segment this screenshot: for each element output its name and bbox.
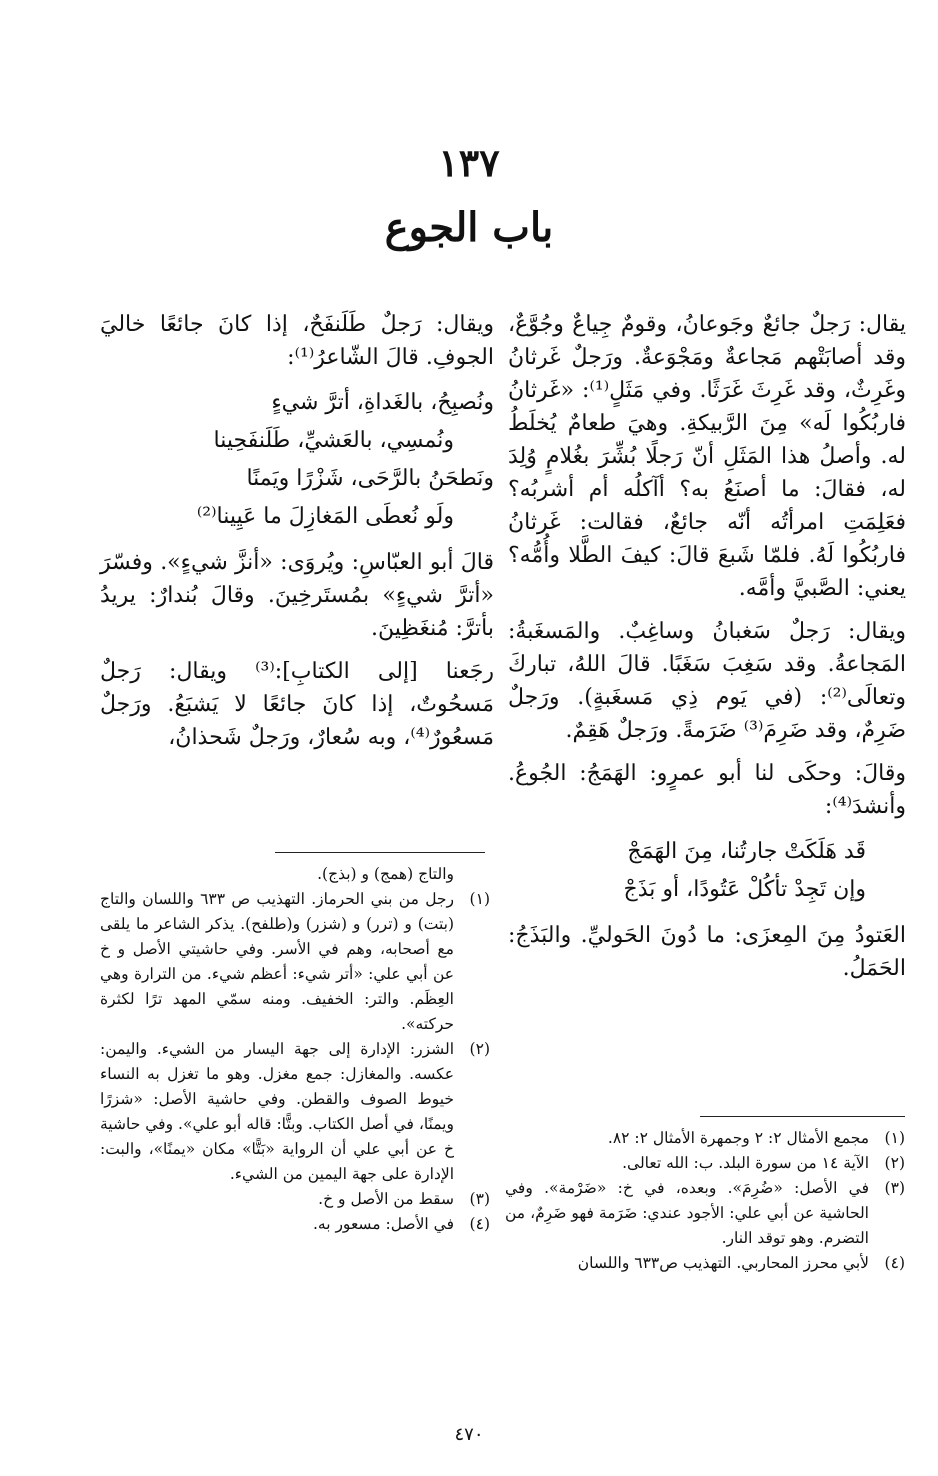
- verse-line: ونُمسِي، بالعَشيِّ، طَلَنفَحِينا: [213, 428, 454, 453]
- paragraph: ويقال: رَجلٌ طَلَنفَحٌ، إذا كانَ جائعًا خاليَ الجوفِ. قالَ الشّاعرُ⁽¹⁾:: [100, 312, 494, 370]
- footnote-text: في الأصل: «ضُرِمَ». وبعده، في خ: «ضَرْمة». وفي الحاشية عن أبي علي: الأجود عندي: ضَرَمة فهو ضَرِمٌ، من التضرم. وهو توقد النار.: [505, 1179, 869, 1247]
- poem-verse: [100, 384, 494, 536]
- footnote-text: الشزر: الإدارة إلى جهة اليسار من الشيء. واليمن: عكسه. والمغازل: جمع مغزل. وهو ما تغزل به النساء خيوط الصوف والقطن. وفي حاشية الأصل: «شزرًا ويمنًا، في أصل الكتاب. وبتًّا: قاله أبو علي». وفي حاشية خ عن أبي علي أن الرواية «بَتًّا» مكان «يمنًا»، والبت: الإدارة على جهة اليمين من الشيء.: [100, 1040, 454, 1183]
- paragraph: وقالَ: وحكَى لنا أبو عمرٍو: الهَمَجُ: الجُوعُ. وأنشدَ⁽⁴⁾:: [508, 761, 906, 819]
- footnote-marker: (١): [469, 890, 490, 908]
- footnote: [100, 1212, 490, 1237]
- paragraph: العَتودُ مِنَ المِعزَى: ما دُونَ الحَوليِّ. والبَذَجُ: الحَمَلُ.: [508, 923, 906, 981]
- footnote-marker: (٣): [469, 1190, 490, 1208]
- footnote: [100, 1187, 490, 1212]
- footnote-continuation: والتاج (همج) و (بذج).: [317, 865, 454, 883]
- footnote-marker: (٢): [469, 1040, 490, 1058]
- footnote-marker: (١): [884, 1129, 905, 1147]
- footnotes-left: [100, 862, 490, 1237]
- footnote-text: في الأصل: مسعور به.: [312, 1215, 454, 1233]
- footnote: [100, 887, 490, 1037]
- footnote: [100, 1037, 490, 1187]
- left-column: [100, 308, 494, 764]
- footnote-marker: (٣): [884, 1179, 905, 1197]
- verse-line: قَد هَلَكَتْ جارتُنا، مِنَ الهَمَجْ: [627, 839, 866, 864]
- chapter-number: ١٣٧: [438, 140, 500, 185]
- verse-line: ونُصبِحُ، بالغَداةِ، أترَّ شيءٍ: [271, 390, 494, 415]
- footnote-text: سقط من الأصل و خ.: [318, 1190, 454, 1208]
- footnote: [505, 1251, 905, 1276]
- footnote-text: رجل من بني الحرماز. التهذيب ص ٦٣٣ واللسان والتاج (بتت) و (ترر) و (شزر) و(طلفح). يذكر الشاعر ما يلقى مع أصحابه، وهم في الأسر. وفي حاشيتي الأصل و خ عن أبي علي: «أتر شيء: أعظم شيء. من الترارة وهي العِظَم. والتر: الخفيف. ومنه سمّي المهد ترًا لكثرة حركته».: [100, 890, 454, 1033]
- paragraph: ويقال: رَجلٌ سَغبانُ وساغِبٌ. والمَسغَبةُ: المَجاعةُ. وقد سَغِبَ سَغَبًا. قالَ اللهُ، تباركَ وتعالَى⁽²⁾: (في يَوم ذِي مَسغَبةٍ). ورَجلٌ ضَرِمٌ، وقد ضَرِمَ⁽³⁾ ضَرَمةً. ورَجلٌ هَقِمٌ.: [508, 619, 906, 743]
- verse-line: ولَو نُعطَى المَغازِلَ ما عَيِينا⁽²⁾: [196, 504, 454, 529]
- verse-line: وإن تَجِدْ تأكُلْ عَتُودًا، أو بَذَجْ: [623, 877, 866, 902]
- footnote-marker: (٤): [469, 1215, 490, 1233]
- paragraph: رجَعنا [إلى الكتابِ]:⁽³⁾ ويقال: رَجلٌ مَسحُوتٌ، إذا كانَ جائعًا لا يَشبَعُ. ورَجلٌ مَسعُورٌ⁽⁴⁾، وبه سُعارٌ، ورَجلٌ شَحذانُ،: [100, 659, 494, 750]
- footnote-marker: (٤): [884, 1254, 905, 1272]
- paragraph: يقال: رَجلٌ جائعٌ وجَوعانُ، وقومٌ جِياعٌ وجُوَّعٌ، وقد أصابَتْهم مَجاعةٌ ومَجْوَعةٌ. ورَجلٌ غَرثانُ وغَرِثٌ، وقد غَرِثَ غَرَثًا. وفي مَثَلٍ⁽¹⁾: «غَرثانُ فاربُكُوا لَه» مِنَ الرَّبيكةِ. وهيَ طعامٌ يُخلَطُ له. وأصلُ هذا المَثَلِ أنّ رَجلًا بُشِّرَ بغُلامٍ وُلِدَ له، فقالَ: ما أصنَعُ به؟ أآكلُه أم أشربُه؟ فعَلِمَتِ امرأتُه أنّه جائعٌ، فقالت: غَرثانُ فاربُكُوا لَهُ. فلمّا شَبعَ قالَ: كيفَ الطَّلا وأُمُّه؟ يعني: الصَّبيَّ وأمَّه.: [508, 312, 906, 601]
- footnote-text: مجمع الأمثال ٢: ٢ وجمهرة الأمثال ٢: ٨٢.: [607, 1129, 869, 1147]
- right-column: [508, 308, 906, 995]
- poem-verse: [508, 833, 906, 909]
- footnote-text: الآية ١٤ من سورة البلد. ب: الله تعالى.: [622, 1154, 869, 1172]
- footnote: [505, 1151, 905, 1176]
- paragraph: قالَ أبو العبّاسِ: ويُروَى: «أنزَّ شيءٍ». وفسّرَ «أترَّ شيءٍ» بمُستَرخِينَ. وقالَ بُندارٌ: يريدُ بأترَّ: مُنغَظِينَ.: [100, 550, 494, 641]
- footnote: [505, 1176, 905, 1251]
- footnote-rule: [700, 1116, 905, 1117]
- footnotes-right: [505, 1126, 905, 1276]
- footnote-rule: [275, 852, 485, 853]
- verse-line: ونَطحَنُ بالرَّحَى، شَزْرًا ويَمنًا: [246, 466, 494, 491]
- footnote: [505, 1126, 905, 1151]
- footnote-text: لأبي محرز المحاربي. التهذيب ص٦٣٣ واللسان: [577, 1254, 869, 1272]
- chapter-title: باب الجوع: [384, 204, 554, 251]
- footnote-marker: (٢): [884, 1154, 905, 1172]
- page-number: ٤٧٠: [454, 1424, 484, 1445]
